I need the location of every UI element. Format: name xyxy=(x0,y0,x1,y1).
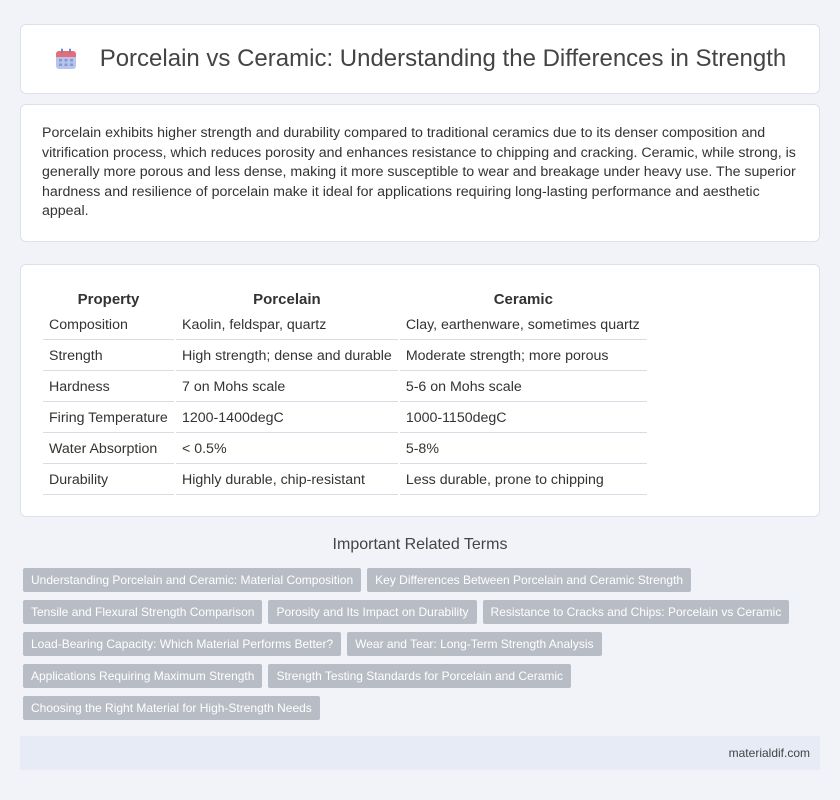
table-cell: Highly durable, chip-resistant xyxy=(176,466,398,495)
related-term-tag[interactable]: Applications Requiring Maximum Strength xyxy=(23,664,262,688)
related-term-tag[interactable]: Strength Testing Standards for Porcelain and Ceramic xyxy=(268,664,571,688)
table-cell: Kaolin, feldspar, quartz xyxy=(176,311,398,340)
header-porcelain: Porcelain xyxy=(253,290,321,308)
table-cell: 1200-1400degC xyxy=(176,404,398,433)
footer-site-link[interactable]: materialdif.com xyxy=(728,746,810,760)
related-term-tag[interactable]: Tensile and Flexural Strength Comparison xyxy=(23,600,262,624)
comparison-card xyxy=(20,264,820,517)
table-row xyxy=(43,435,647,464)
related-term-tag[interactable]: Load-Bearing Capacity: Which Material Performs Better? xyxy=(23,632,341,656)
page-header xyxy=(20,24,820,94)
table-cell: Hardness xyxy=(43,373,174,402)
table-cell: 5-6 on Mohs scale xyxy=(400,373,647,402)
calendar-icon xyxy=(54,47,78,71)
footer xyxy=(20,736,820,770)
related-term-tag[interactable]: Wear and Tear: Long-Term Strength Analysis xyxy=(347,632,601,656)
table-cell: 1000-1150degC xyxy=(400,404,647,433)
intro-card xyxy=(20,104,820,242)
table-cell: Moderate strength; more porous xyxy=(400,342,647,371)
table-row xyxy=(43,311,647,340)
related-terms-list xyxy=(23,568,813,720)
table-header-row xyxy=(43,287,647,309)
table-cell: Clay, earthenware, sometimes quartz xyxy=(400,311,647,340)
table-cell: Composition xyxy=(43,311,174,340)
table-cell: High strength; dense and durable xyxy=(176,342,398,371)
related-term-tag[interactable]: Choosing the Right Material for High-Strength Needs xyxy=(23,696,320,720)
related-term-tag[interactable]: Key Differences Between Porcelain and Ceramic Strength xyxy=(367,568,691,592)
table-cell: 7 on Mohs scale xyxy=(176,373,398,402)
table-cell: Durability xyxy=(43,466,174,495)
related-term-tag[interactable]: Porosity and Its Impact on Durability xyxy=(268,600,476,624)
page-title: Porcelain vs Ceramic: Understanding the Differences in Strength xyxy=(99,45,787,72)
table-row xyxy=(43,466,647,495)
table-row xyxy=(43,373,647,402)
table-cell: 5-8% xyxy=(400,435,647,464)
related-term-tag[interactable]: Resistance to Cracks and Chips: Porcelain vs Ceramic xyxy=(483,600,790,624)
header-property: Property xyxy=(77,290,140,308)
table-cell: < 0.5% xyxy=(176,435,398,464)
table-cell: Less durable, prone to chipping xyxy=(400,466,647,495)
related-term-tag[interactable]: Understanding Porcelain and Ceramic: Material Composition xyxy=(23,568,361,592)
table-cell: Strength xyxy=(43,342,174,371)
related-terms-title: Important Related Terms xyxy=(332,536,508,553)
header-ceramic: Ceramic xyxy=(493,290,553,308)
comparison-table xyxy=(41,285,649,497)
intro-text: Porcelain exhibits higher strength and durability compared to traditional ceramics due to its denser composition and vitrification process, which reduces porosity and enhances resistance to chipping and cracking. Ceramic, while strong, is generally more porous and less dense, making it more susceptible to wear and breakage under heavy use. The superior hardness and resilience of porcelain make it ideal for applications requiring long-lasting performance and aesthetic appeal. xyxy=(42,125,796,220)
table-cell: Water Absorption xyxy=(43,435,174,464)
table-cell: Firing Temperature xyxy=(43,404,174,433)
table-row xyxy=(43,342,647,371)
table-row xyxy=(43,404,647,433)
